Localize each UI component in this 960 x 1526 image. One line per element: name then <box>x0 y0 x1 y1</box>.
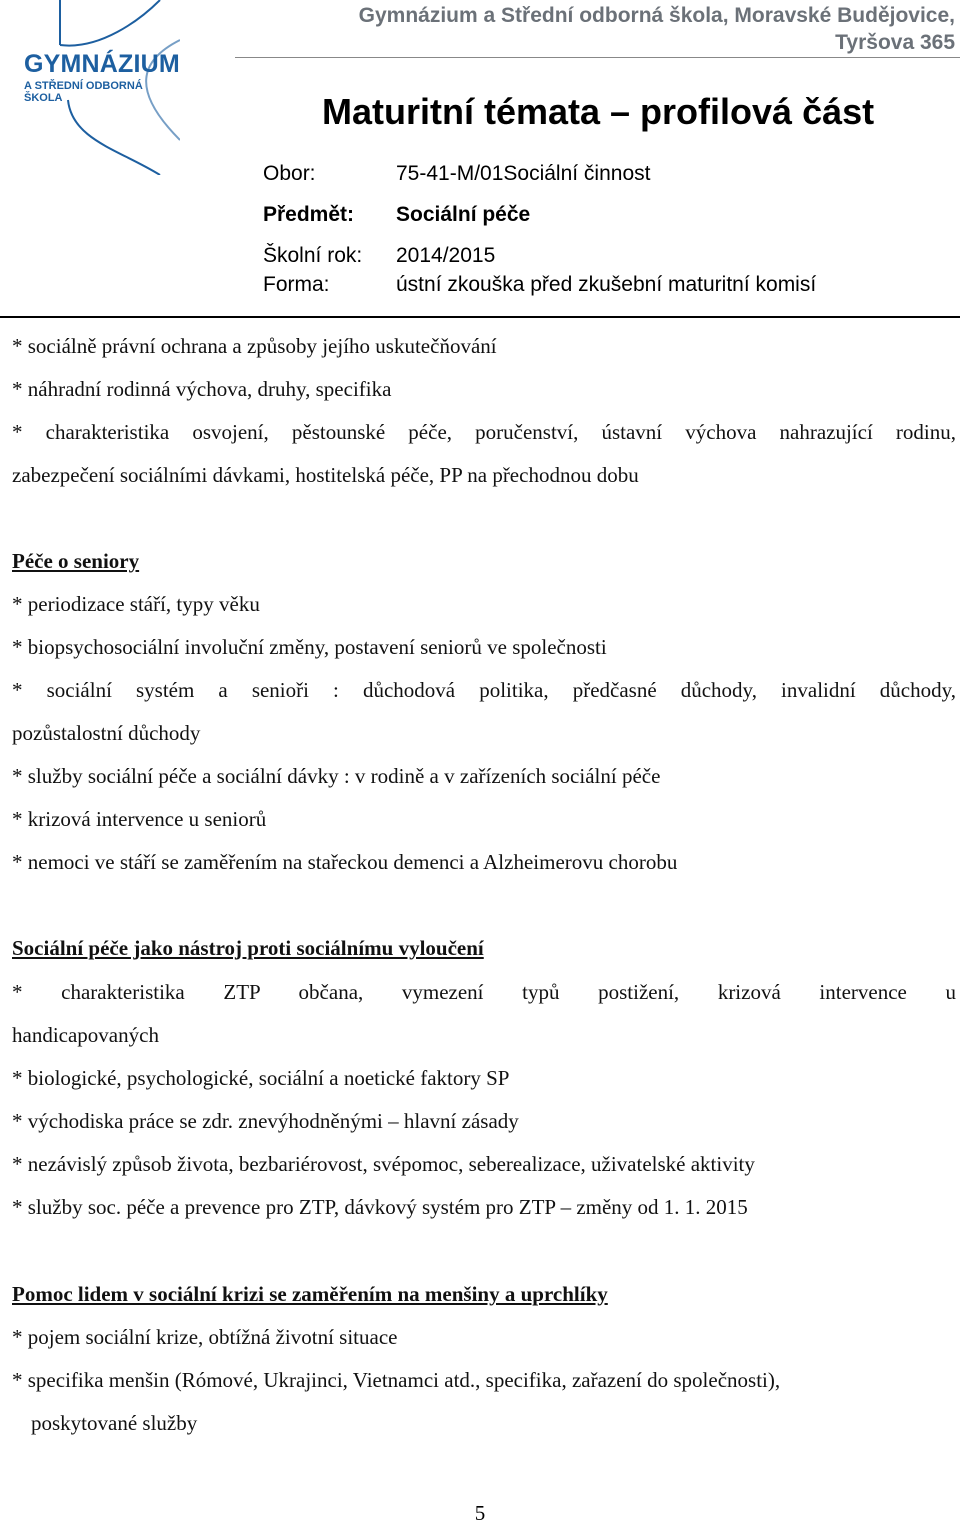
list-item-continuation: poskytované služby <box>31 1411 198 1435</box>
list-item: * náhradní rodinná výchova, druhy, specifika <box>12 377 392 401</box>
page-title: Maturitní témata – profilová část <box>322 91 875 132</box>
school-name <box>225 2 955 56</box>
section-heading-seniors: Péče o seniory <box>12 549 140 573</box>
section-heading-exclusion: Sociální péče jako nástroj proti sociálnímu vyloučení <box>12 936 484 960</box>
list-item-continuation: zabezpečení sociálními dávkami, hostitelská péče, PP na přechodnou dobu <box>12 463 639 487</box>
header-divider <box>0 316 960 318</box>
obor-label: Obor: <box>263 162 316 185</box>
list-item: * biologické, psychologické, sociální a noetické faktory SP <box>12 1066 510 1090</box>
page-number: 5 <box>474 1501 486 1525</box>
rok-value: 2014/2015 <box>396 244 496 267</box>
list-item-continuation: pozůstalostní důchody <box>12 721 201 745</box>
obor-value: 75-41-M/01Sociální činnost <box>396 162 651 185</box>
list-item-continuation: handicapovaných <box>12 1023 159 1047</box>
rok-label: Školní rok: <box>263 244 363 267</box>
list-item: * služby sociální péče a sociální dávky : v rodině a v zařízeních sociální péče <box>12 764 661 788</box>
forma-value: ústní zkouška před zkušební maturitní komisí <box>396 273 817 296</box>
section-heading-crisis: Pomoc lidem v sociální krizi se zaměřením na menšiny a uprchlíky <box>12 1282 608 1306</box>
header-rule <box>235 57 960 58</box>
school-name-line2: Tyršova 365 <box>835 31 955 54</box>
list-item: * specifika menšin (Rómové, Ukrajinci, Vietnamci atd., specifika, zařazení do společnosti), <box>12 1368 781 1392</box>
forma-label: Forma: <box>263 273 330 296</box>
list-item: * krizová intervence u seniorů <box>12 807 267 831</box>
list-item: * východiska práce se zdr. znevýhodněnými – hlavní zásady <box>12 1109 519 1133</box>
list-item: * charakteristika osvojení, pěstounské péče, poručenství, ústavní výchova nahrazující rodinu, <box>12 420 956 444</box>
list-item: * sociálně právní ochrana a způsoby jejího uskutečňování <box>12 334 497 358</box>
list-item: * nezávislý způsob života, bezbariérovost, svépomoc, seberealizace, uživatelské aktivity <box>12 1152 755 1176</box>
predmet-value: Sociální péče <box>396 203 531 226</box>
list-item: * služby soc. péče a prevence pro ZTP, dávkový systém pro ZTP – změny od 1. 1. 2015 <box>12 1195 748 1219</box>
school-name-line1: Gymnázium a Střední odborná škola, Moravské Budějovice, <box>358 4 955 27</box>
list-item: * pojem sociální krize, obtížná životní situace <box>12 1325 398 1349</box>
logo-title: GYMNÁZIUM <box>24 50 180 78</box>
logo-subtitle: A STŘEDNÍ ODBORNÁ ŠKOLA <box>24 80 143 104</box>
list-item: * periodizace stáří, typy věku <box>12 592 260 616</box>
list-item: * nemoci ve stáří se zaměřením na stařeckou demenci a Alzheimerovu chorobu <box>12 850 678 874</box>
school-logo <box>20 0 180 175</box>
list-item: * charakteristika ZTP občana, vymezení typů postižení, krizová intervence u <box>12 980 956 1004</box>
predmet-label: Předmět: <box>263 203 355 226</box>
list-item: * biopsychosociální involuční změny, postavení seniorů ve společnosti <box>12 635 607 659</box>
list-item: * sociální systém a senioři : důchodová politika, předčasné důchody, invalidní důchody, <box>12 678 956 702</box>
